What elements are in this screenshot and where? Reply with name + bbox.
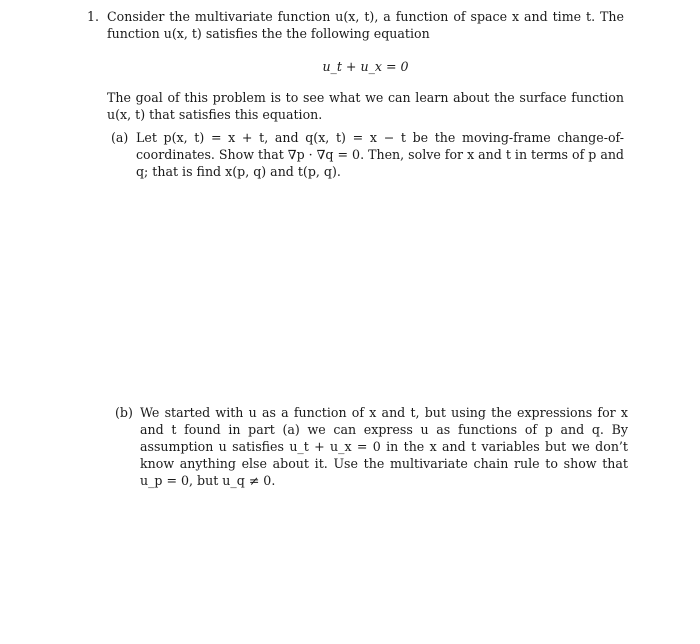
problem-equation: u_t + u_x = 0 — [322, 59, 409, 74]
part-a-text: Let p(x, t) = x + t, and q(x, t) = x − t be the moving-frame change-of-coordinates. Show that ∇p · ∇q = 0. Then, solve for x and t in terms of p and q; that is find x(p, q) and t(p, q). — [136, 130, 624, 179]
part-b — [115, 404, 628, 489]
part-b-label: (b) — [115, 405, 133, 420]
problem-intro: Consider the multivariate function u(x, t), a function of space x and time t. The function u(x, t) satisfies the the following equation — [107, 9, 624, 41]
part-a-label: (a) — [111, 130, 129, 145]
problem-1 — [87, 8, 628, 488]
part-b-text: We started with u as a function of x and t, but using the expressions for x and t found in part (a) we can express u as functions of p and q. By assumption u satisfies u_t + u_x = 0 in the x and t variables but we don’t know anything else about it. Use the multivariate chain rule to show that u_p = 0, but u_q ≠ 0. — [140, 405, 628, 488]
problem-number: 1. — [87, 9, 100, 24]
problem-goal: The goal of this problem is to see what we can learn about the surface function u(x, t) that satisfies this equation. — [107, 90, 624, 122]
problem-body — [107, 8, 624, 180]
part-a — [111, 129, 624, 180]
